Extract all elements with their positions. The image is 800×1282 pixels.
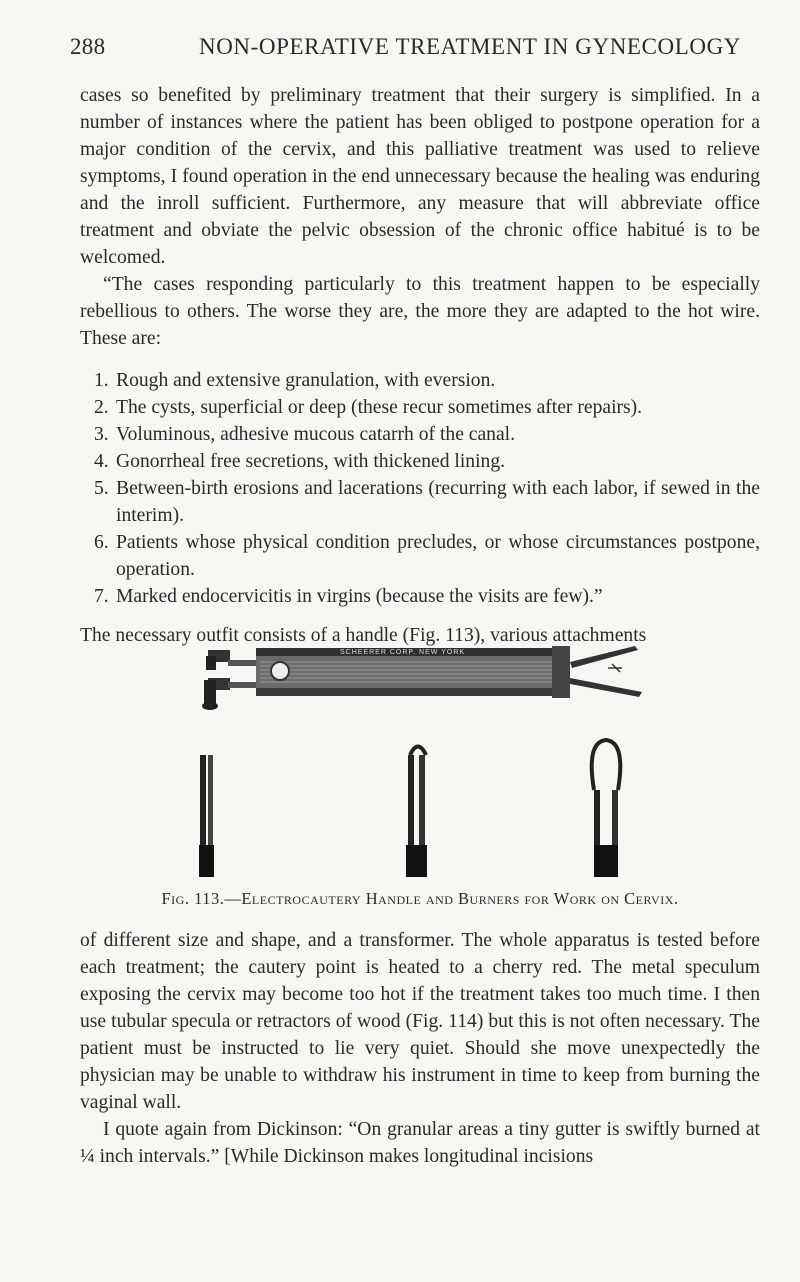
burner-loop-large xyxy=(592,740,621,877)
cautery-handle xyxy=(202,646,642,710)
electrocautery-figure xyxy=(190,640,670,880)
list-item xyxy=(80,394,760,421)
list-text: Rough and extensive granulation, with eversion. xyxy=(116,370,496,391)
front-collar xyxy=(552,646,570,698)
upper-electrode xyxy=(570,646,638,668)
list-text: Marked endocervicitis in virgins (because the visits are few).” xyxy=(116,586,603,607)
list-number: 3. xyxy=(94,424,109,445)
small-burner xyxy=(608,664,622,672)
burner-loop-small xyxy=(406,747,427,878)
list-number: 1. xyxy=(94,370,109,391)
list-text: The cysts, superficial or deep (these recur sometimes after repairs). xyxy=(116,397,643,418)
lower-plug xyxy=(204,680,216,704)
numbered-list xyxy=(80,367,760,610)
paragraph-2: “The cases responding particularly to this treatment happen to be especially rebellious to others. The worse they are, the more they are adapted to the hot wire. These are: xyxy=(80,274,760,349)
text-top xyxy=(80,82,760,649)
handle-bottom-band xyxy=(256,688,556,696)
paragraph-5: I quote again from Dickinson: “On granular areas a tiny gutter is swiftly burned at ¼ inch intervals.” [While Dickinson makes longitudinal incisions xyxy=(80,1119,760,1167)
list-item xyxy=(80,475,760,529)
burner-base xyxy=(199,845,214,877)
list-text: Gonorrheal free secretions, with thickened lining. xyxy=(116,451,506,472)
plug-tip xyxy=(202,702,218,710)
large-loop-base xyxy=(594,845,618,877)
text-bottom xyxy=(80,927,760,1170)
large-loop-tip xyxy=(592,740,621,790)
list-number: 5. xyxy=(94,478,109,499)
list-number: 2. xyxy=(94,397,109,418)
loop-tip xyxy=(410,747,426,756)
list-item xyxy=(80,448,760,475)
paragraph-4: of different size and shape, and a transformer. The whole apparatus is tested before each treatment; the cautery point is heated to a cherry red. The metal speculum exposing the cervix may become too hot if the treatment takes too much time. I then use tubular specula or retractors of wood (Fig. 114) but this is not often necessary. The patient must be instructed to lie very quiet. Should she move unexpectedly the physician may be unable to withdraw his instrument in time to keep from burning the vaginal wall. xyxy=(80,930,760,1113)
paragraph-3: The necessary outfit consists of a handle (Fig. 113), various attachments xyxy=(80,625,647,646)
burner-straight xyxy=(199,755,214,877)
wire-lower xyxy=(228,682,258,688)
handle-inscription: SCHEERER CORP. NEW YORK xyxy=(340,649,466,656)
thumb-switch xyxy=(271,662,289,680)
lower-electrode xyxy=(570,678,642,697)
page-header xyxy=(70,34,760,74)
list-number: 7. xyxy=(94,586,109,607)
list-text: Between-birth erosions and lacerations (recurring with each labor, if sewed in the interim). xyxy=(116,478,760,526)
list-text: Voluminous, adhesive mucous catarrh of the canal. xyxy=(116,424,516,445)
figure-caption: Fig. 113.—Electrocautery Handle and Burners for Work on Cervix. xyxy=(161,889,679,908)
list-item xyxy=(80,367,760,394)
list-item xyxy=(80,583,760,610)
list-number: 6. xyxy=(94,532,109,553)
loop-base xyxy=(406,845,427,877)
page-number: 288 xyxy=(70,34,106,59)
upper-plug xyxy=(206,656,216,670)
list-text: Patients whose physical condition precludes, or whose circumstances postpone, operation. xyxy=(116,532,760,580)
paragraph-1: cases so benefited by preliminary treatment that their surgery is simplified. In a number of instances where the patient has been obliged to postpone operation for a major condition of the cervix, and this palliative treatment was used to relieve symptoms, I found operation in the end unnecessary because the healing was enduring and the inroll sufficient. Furthermore, any measure that will abbreviate office treatment and obviate the pelvic obsession of the chronic office habitué is to be welcomed. xyxy=(80,85,760,268)
running-head: NON-OPERATIVE TREATMENT IN GYNECOLOGY xyxy=(199,34,742,59)
wire-upper xyxy=(228,660,258,666)
list-item xyxy=(80,529,760,583)
list-number: 4. xyxy=(94,451,109,472)
list-item xyxy=(80,421,760,448)
